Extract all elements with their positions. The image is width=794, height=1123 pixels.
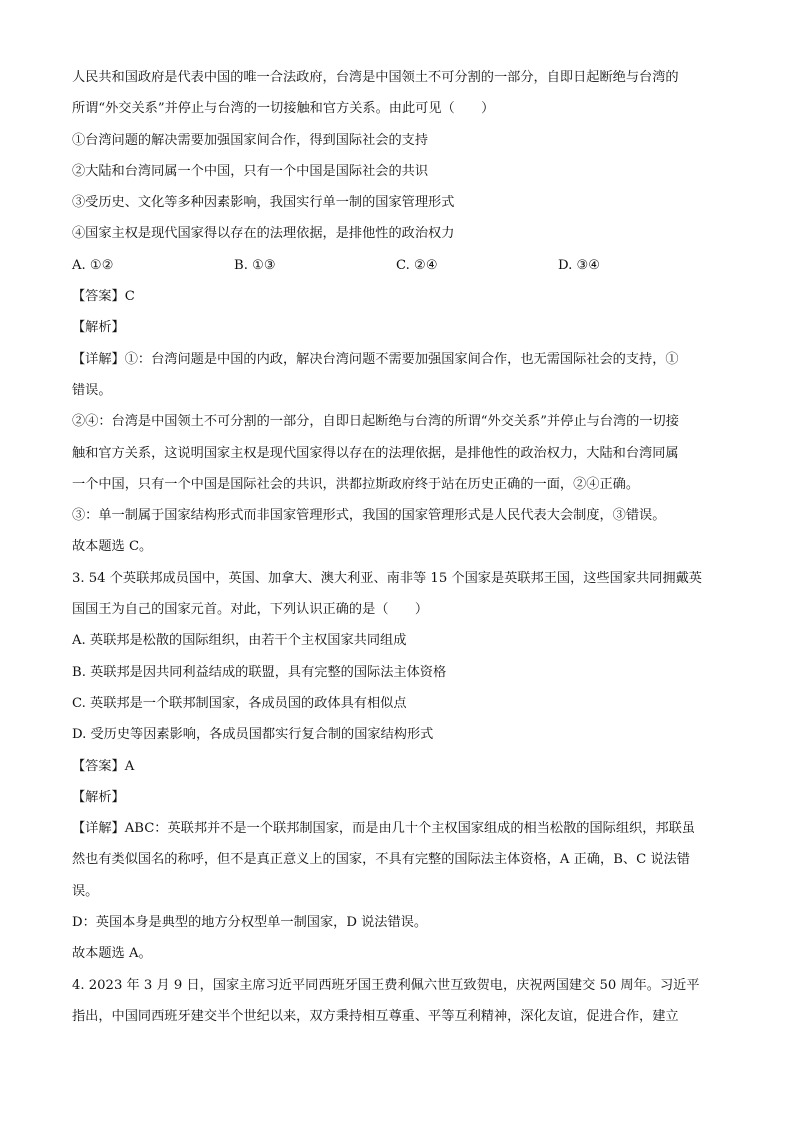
q3-detail-line-1: 【详解】ABC：英联邦并不是一个联邦制国家，而是由几十个主权国家组成的相当松散的国际组织，邦联虽: [72, 821, 695, 837]
q2-option-d: D. ③④: [558, 257, 601, 273]
q2-analysis-label: 【解析】: [72, 320, 125, 336]
q4-stem-line-1: 4. 2023 年 3 月 9 日，国家主席习近平同西班牙国王费利佩六世互致贺电，庆祝两国建交 50 周年。习近平: [72, 977, 700, 993]
q2-statement-4: ④国家主权是现代国家得以存在的法理依据，是排他性的政治权力: [72, 226, 455, 242]
q3-stem-line-2: 国国王为自己的国家元首。对此，下列认识正确的是（ ）: [72, 602, 429, 618]
q2-detail-line-4: 触和官方关系，这说明国家主权是现代国家得以存在的法理依据，是排他性的政治权力，大陆和台湾同属: [72, 445, 679, 461]
q2-detail-line-3: ②④：台湾是中国领土不可分割的一部分，自即日起断绝与台湾的所谓“外交关系”并停止与台湾的一切接: [72, 414, 679, 430]
q2-detail-line-7: 故本题选 C。: [72, 539, 153, 555]
q2-detail-line-5: 一个中国，只有一个中国是国际社会的共识，洪都拉斯政府终于站在历史正确的一面，②④正确。: [72, 476, 640, 492]
q2-detail-line-6: ③：单一制属于国家结构形式而非国家管理形式，我国的国家管理形式是人民代表大会制度，③错误。: [72, 508, 666, 524]
q2-option-b: B. ①③: [234, 257, 276, 273]
q2-statement-3: ③受历史、文化等多种因素影响，我国实行单一制的国家管理形式: [72, 195, 455, 211]
q3-answer: 【答案】A: [72, 758, 135, 774]
q3-analysis-label: 【解析】: [72, 789, 125, 805]
q2-option-c: C. ②④: [396, 257, 438, 273]
q2-answer: 【答案】C: [72, 289, 135, 305]
q3-option-a: A. 英联邦是松散的国际组织，由若干个主权国家共同组成: [72, 633, 407, 649]
q3-option-d: D. 受历史等因素影响，各成员国都实行复合制的国家结构形式: [72, 727, 434, 743]
q2-statement-2: ②大陆和台湾同属一个中国，只有一个中国是国际社会的共识: [72, 163, 429, 179]
q3-detail-line-3: 误。: [72, 883, 99, 899]
q2-options: [72, 250, 724, 281]
q2-option-a: A. ①②: [72, 257, 114, 273]
q2-statement-1: ①台湾问题的解决需要加强国家间合作，得到国际社会的支持: [72, 132, 429, 148]
document-page: [72, 62, 724, 1032]
q3-detail-line-4: D：英国本身是典型的地方分权型单一制国家，D 说法错误。: [72, 915, 428, 931]
q2-detail-line-2: 错误。: [72, 382, 112, 398]
q3-detail-line-5: 故本题选 A。: [72, 946, 152, 962]
q3-option-b: B. 英联邦是因共同利益结成的联盟，具有完整的国际法主体资格: [72, 664, 447, 680]
q2-stem-line-1: 人民共和国政府是代表中国的唯一合法政府，台湾是中国领土不可分割的一部分，自即日起断绝与台湾的: [72, 70, 679, 85]
q3-detail-line-2: 然也有类似国名的称呼，但不是真正意义上的国家，不具有完整的国际法主体资格，A 正确，B、C 说法错: [72, 852, 690, 868]
q3-option-c: C. 英联邦是一个联邦制国家，各成员国的政体具有相似点: [72, 695, 407, 711]
q2-detail-line-1: 【详解】①：台湾问题是中国的内政，解决台湾问题不需要加强国家间合作，也无需国际社会的支持，①: [72, 351, 679, 367]
q4-stem-line-2: 指出，中国同西班牙建交半个世纪以来，双方秉持相互尊重、平等互利精神，深化友谊，促进合作，建立: [72, 1008, 679, 1024]
q2-stem-line-2: 所谓“外交关系”并停止与台湾的一切接触和官方关系。由此可见（ ）: [72, 101, 495, 117]
q3-stem-line-1: 3. 54 个英联邦成员国中，英国、加拿大、澳大利亚、南非等 15 个国家是英联邦王国，这些国家共同拥戴英: [72, 570, 702, 586]
